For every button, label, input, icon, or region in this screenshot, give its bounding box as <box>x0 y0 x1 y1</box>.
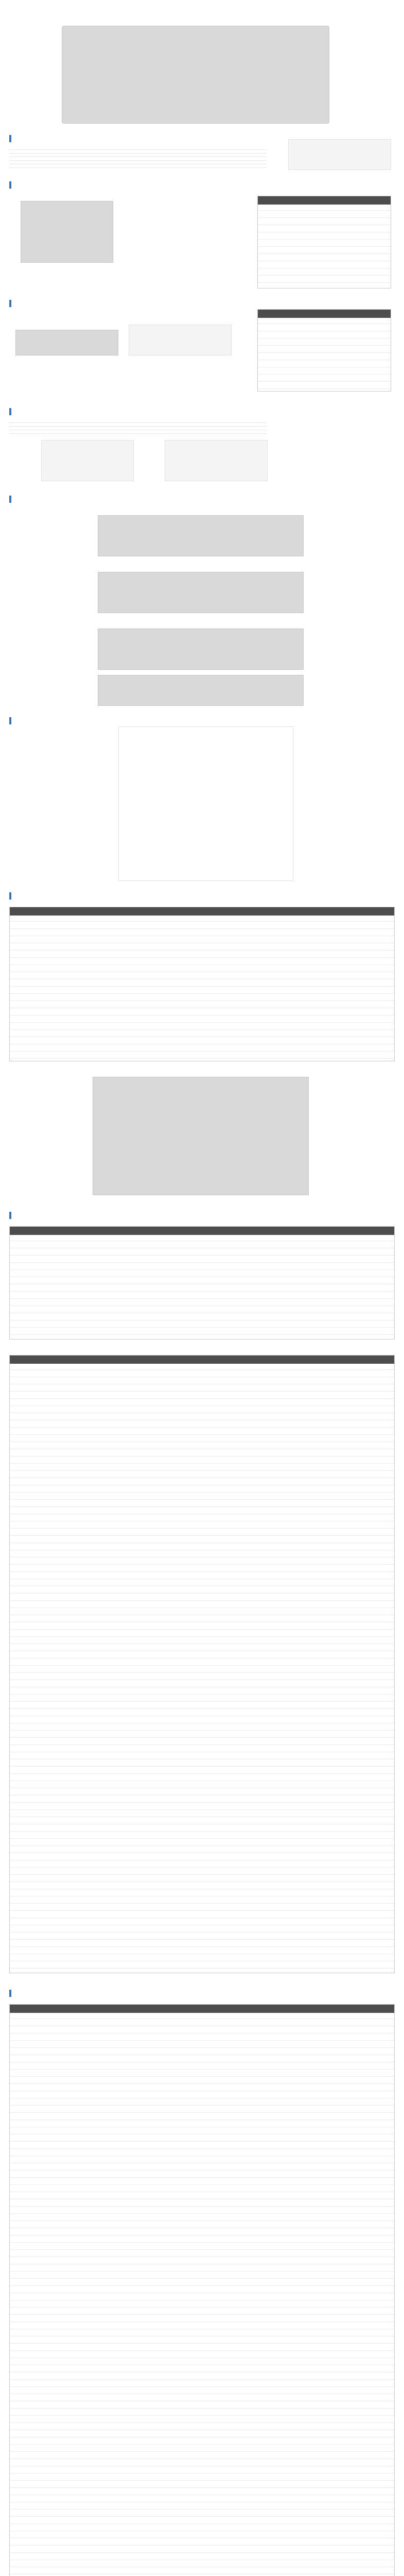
section-marker-icon <box>9 300 11 307</box>
section-marker-icon <box>9 496 11 503</box>
ordering-code-diagram <box>118 726 293 881</box>
motor-mount-diagram-2 <box>98 572 304 613</box>
features-section <box>0 134 404 175</box>
specification-table <box>9 907 395 1061</box>
accessory-image <box>15 330 118 355</box>
section-marker-icon <box>9 408 11 415</box>
accessory-table <box>257 309 391 392</box>
section-marker-icon <box>9 1990 11 1997</box>
section-marker-icon <box>9 1212 11 1219</box>
dimension-table-2 <box>9 1355 395 1973</box>
product-overview-section <box>0 21 404 129</box>
specifications-section <box>0 891 404 1206</box>
cover-drawing <box>41 440 134 481</box>
ordering-code-section <box>0 716 404 886</box>
section-marker-icon <box>9 181 11 189</box>
cover-section <box>0 407 404 489</box>
max-speed-section <box>0 1989 404 2576</box>
max-speed-table <box>9 2004 395 2576</box>
cover-text-block <box>9 419 267 434</box>
section-marker-icon <box>9 135 11 142</box>
linear-module-illustration <box>62 26 329 124</box>
structure-section <box>0 180 404 294</box>
page-header <box>0 4 404 14</box>
section-marker-icon <box>9 717 11 724</box>
features-text-block <box>9 146 267 168</box>
section-marker-icon <box>9 892 11 900</box>
motor-mounting-section <box>0 495 404 711</box>
feature-diagram <box>288 139 391 170</box>
accessory-drawing <box>129 325 232 355</box>
accessories-section <box>0 299 404 402</box>
dimensions-section <box>0 1211 404 1984</box>
motor-mount-diagram-3 <box>98 629 304 670</box>
cover-profile-drawing <box>165 440 268 481</box>
motor-mount-diagram-1 <box>98 515 304 556</box>
accuracy-definition-diagram <box>93 1077 309 1195</box>
dimension-table-1 <box>9 1226 395 1340</box>
motor-mount-diagram-4 <box>98 675 304 706</box>
structure-spec-table <box>257 196 391 289</box>
cross-section-diagram <box>21 201 113 263</box>
